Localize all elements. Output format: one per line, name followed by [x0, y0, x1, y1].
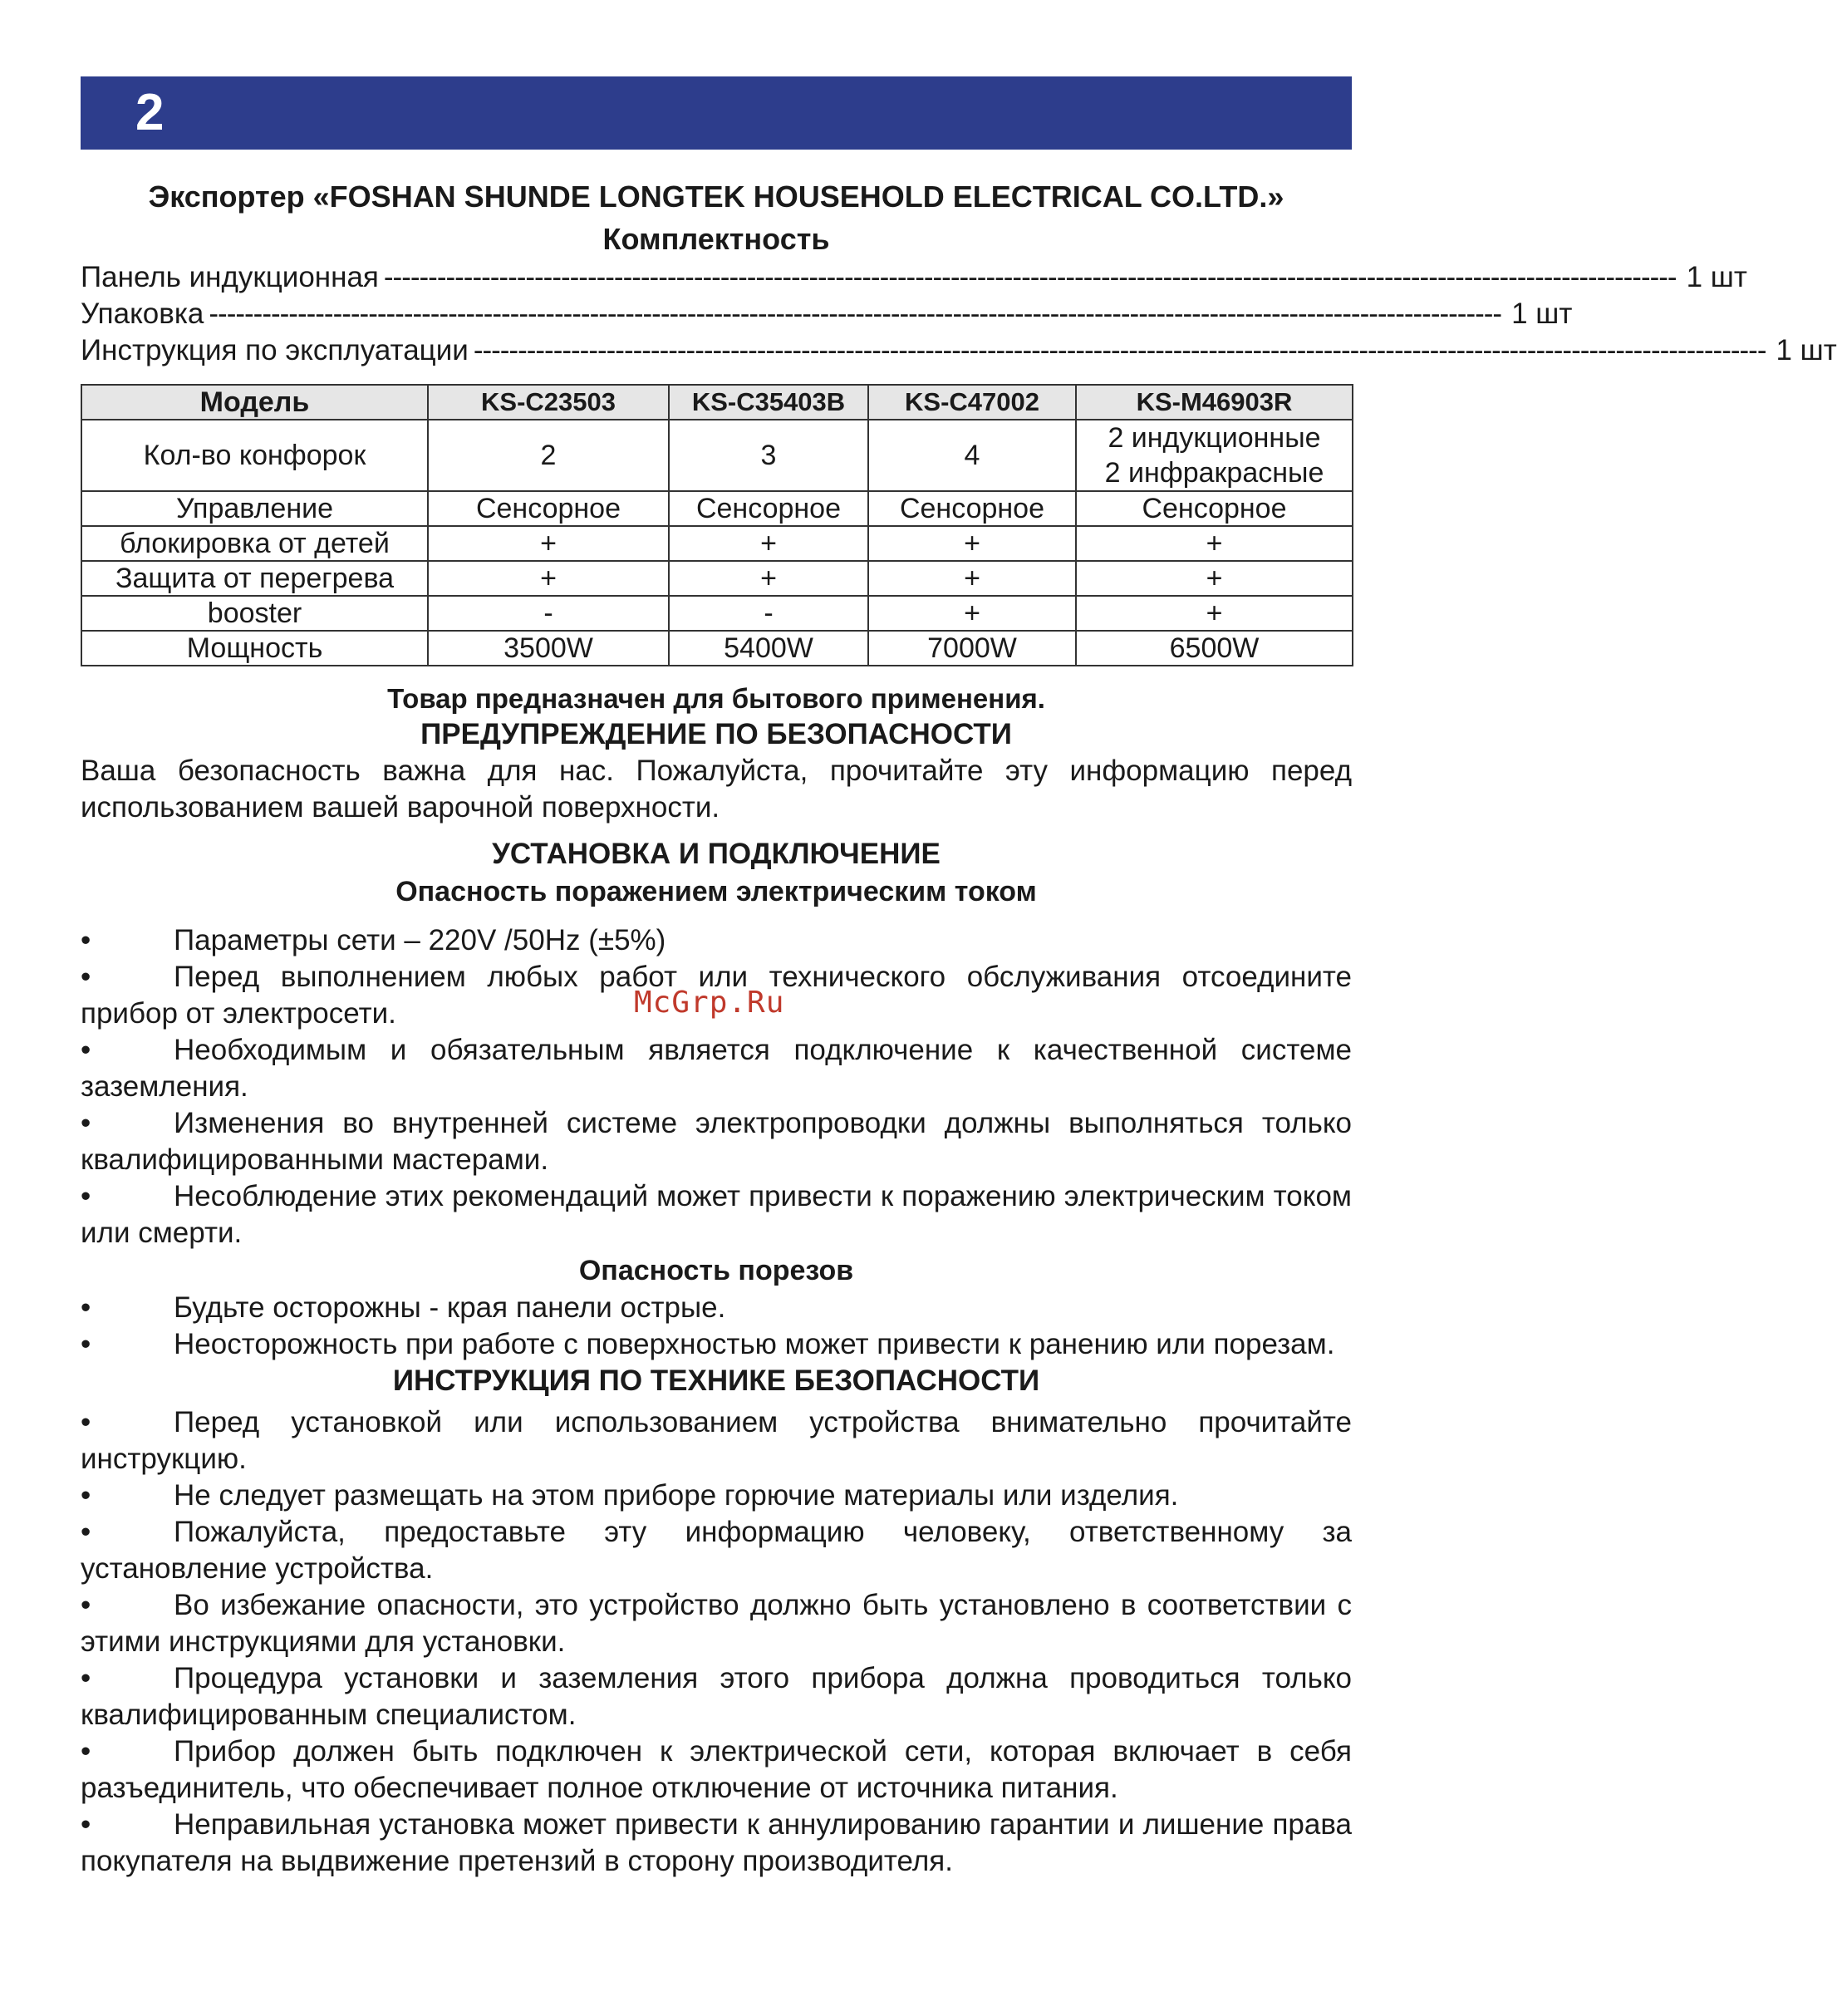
- safety-instructions-list: [81, 1404, 1352, 1880]
- list-item: • Во избежание опасности, это устройство должно быть установлено в соответствии с этими инструкциями для установки.: [81, 1589, 1352, 1658]
- kit-list: [81, 259, 1837, 369]
- list-item-text: Перед установкой или использованием устройства внимательно прочитайте инструкцию.: [81, 1406, 1352, 1475]
- list-item: • Перед выполнением любых работ или технического обслуживания отсоедините прибор от электросети.: [81, 961, 1352, 1030]
- spec-cell: 7000W: [868, 631, 1076, 666]
- kit-leader-dashes: --------------------------------------------------------------------------------------------------------------------------------------------------: [473, 334, 1766, 366]
- spec-cell: 5400W: [669, 631, 868, 666]
- list-item-text: Параметры сети – 220V /50Hz (±5%): [174, 924, 666, 956]
- spec-header-cell: Модель: [81, 385, 428, 420]
- kit-item-name: Упаковка: [81, 297, 204, 330]
- table-row: [81, 561, 1353, 596]
- list-item-text: Процедура установки и заземления этого прибора должна проводиться только квалифицированным специалистом.: [81, 1662, 1352, 1731]
- list-item-text: Будьте осторожны - края панели острые.: [174, 1291, 726, 1324]
- spec-cell: 3500W: [428, 631, 669, 666]
- list-item-text: Не следует размещать на этом приборе горючие материалы или изделия.: [174, 1479, 1179, 1512]
- spec-cell: +: [428, 526, 669, 561]
- page-header-bar: [81, 76, 1352, 150]
- spec-cell: +: [1076, 526, 1353, 561]
- list-item-text: Пожалуйста, предоставьте эту информацию человеку, ответственному за установление устройства.: [81, 1516, 1352, 1585]
- list-item: • Неправильная установка может привести к аннулированию гарантии и лишение права покупателя на выдвижение претензий в сторону производителя.: [81, 1808, 1352, 1877]
- spec-cell: -: [669, 596, 868, 631]
- list-item: • Не следует размещать на этом приборе горючие материалы или изделия.: [81, 1479, 1179, 1512]
- kit-item: [81, 332, 1837, 369]
- spec-cell: 2: [428, 420, 669, 491]
- list-item: • Неосторожность при работе с поверхностью может привести к ранению или порезам.: [81, 1328, 1335, 1360]
- kit-leader-dashes: --------------------------------------------------------------------------------------------------------------------------------------------------: [383, 261, 1677, 293]
- spec-cell: -: [428, 596, 669, 631]
- list-item: • Будьте осторожны - края панели острые.: [81, 1291, 726, 1324]
- spec-cell: 4: [868, 420, 1076, 491]
- list-item: • Перед установкой или использованием устройства внимательно прочитайте инструкцию.: [81, 1406, 1352, 1475]
- list-item: • Изменения во внутренней системе электропроводки должны выполняться только квалифицированными мастерами.: [81, 1107, 1352, 1176]
- cut-danger-list: [81, 1290, 1352, 1363]
- spec-cell: Сенсорное: [428, 491, 669, 526]
- spec-header-row: [81, 385, 1353, 420]
- spec-header-cell: KS-C23503: [428, 385, 669, 420]
- list-item: • Параметры сети – 220V /50Hz (±5%): [81, 924, 666, 956]
- kit-item-name: Панель индукционная: [81, 261, 379, 293]
- spec-cell: +: [428, 561, 669, 596]
- kit-leader-dashes: --------------------------------------------------------------------------------------------------------------------------------------------------: [209, 297, 1502, 330]
- list-item: • Пожалуйста, предоставьте эту информацию человеку, ответственному за установление устройства.: [81, 1516, 1352, 1585]
- exporter-line: Экспортер «FOSHAN SHUNDE LONGTEK HOUSEHOLD ELECTRICAL CO.LTD.»: [148, 179, 1284, 214]
- kit-item-qty: 1 шт: [1776, 334, 1837, 366]
- list-item: • Необходимым и обязательным является подключение к качественной системе заземления.: [81, 1034, 1352, 1103]
- list-item: • Прибор должен быть подключен к электрической сети, которая включает в себя разъединитель, что обеспечивает полное отключение от источника питания.: [81, 1735, 1352, 1804]
- spec-cell: +: [669, 561, 868, 596]
- spec-row-label: Управление: [81, 491, 428, 526]
- spec-cell: 6500W: [1076, 631, 1353, 666]
- table-row: [81, 526, 1353, 561]
- kit-item-name: Инструкция по эксплуатации: [81, 334, 469, 366]
- kit-item-qty: 1 шт: [1686, 261, 1747, 293]
- spec-header-cell: KS-C47002: [868, 385, 1076, 420]
- list-item-text: Необходимым и обязательным является подключение к качественной системе заземления.: [81, 1034, 1352, 1103]
- list-item: • Несоблюдение этих рекомендаций может привести к поражению электрическим током или смерти.: [81, 1180, 1352, 1249]
- list-item-text: Несоблюдение этих рекомендаций может привести к поражению электрическим током или смерти.: [81, 1180, 1352, 1249]
- spec-row-label: блокировка от детей: [81, 526, 428, 561]
- kit-title: Комплектность: [602, 222, 830, 256]
- spec-cell: 3: [669, 420, 868, 491]
- spec-cell: Сенсорное: [1076, 491, 1353, 526]
- list-item-text: Прибор должен быть подключен к электрической сети, которая включает в себя разъединитель, что обеспечивает полное отключение от источника питания.: [81, 1735, 1352, 1804]
- page-content: [81, 175, 1837, 1880]
- spec-header-cell: KS-M46903R: [1076, 385, 1353, 420]
- spec-row-label: Мощность: [81, 631, 428, 666]
- spec-cell: 2 индукционные 2 инфракрасные: [1076, 420, 1353, 491]
- list-item-text: Изменения во внутренней системе электропроводки должны выполняться только квалифицированными мастерами.: [81, 1107, 1352, 1176]
- spec-cell: Сенсорное: [868, 491, 1076, 526]
- table-row: [81, 631, 1353, 666]
- spec-cell: +: [868, 526, 1076, 561]
- spec-cell: +: [1076, 596, 1353, 631]
- spec-row-label: Защита от перегрева: [81, 561, 428, 596]
- shock-danger-list: [81, 922, 1352, 1251]
- table-row: [81, 491, 1353, 526]
- table-row: [81, 420, 1353, 491]
- spec-row-label: Кол-во конфорок: [81, 420, 428, 491]
- list-item-text: Неправильная установка может привести к аннулированию гарантии и лишение права покупателя на выдвижение претензий в сторону производителя.: [81, 1808, 1352, 1877]
- household-note: Товар предназначен для бытового применения.: [387, 683, 1045, 714]
- safety-warning-title: ПРЕДУПРЕЖДЕНИЕ ПО БЕЗОПАСНОСТИ: [420, 718, 1012, 750]
- spec-header-cell: KS-C35403B: [669, 385, 868, 420]
- spec-cell: Сенсорное: [669, 491, 868, 526]
- spec-cell: +: [1076, 561, 1353, 596]
- list-item: • Процедура установки и заземления этого прибора должна проводиться только квалифицированным специалистом.: [81, 1662, 1352, 1731]
- page-number: 2: [135, 84, 165, 141]
- list-item-text: Перед выполнением любых работ или технического обслуживания отсоедините прибор от электросети.: [81, 961, 1352, 1030]
- kit-item-qty: 1 шт: [1511, 297, 1573, 330]
- kit-item: [81, 296, 1573, 332]
- spec-cell: +: [868, 596, 1076, 631]
- kit-item: [81, 259, 1747, 296]
- shock-danger-title: Опасность поражением электрическим током: [395, 876, 1037, 907]
- safety-instructions-title: ИНСТРУКЦИЯ ПО ТЕХНИКЕ БЕЗОПАСНОСТИ: [392, 1364, 1040, 1397]
- watermark-text: McGrp.Ru: [634, 986, 785, 1020]
- list-item-text: Во избежание опасности, это устройство должно быть установлено в соответствии с этими инструкциями для установки.: [81, 1589, 1352, 1658]
- installation-title: УСТАНОВКА И ПОДКЛЮЧЕНИЕ: [492, 838, 941, 870]
- safety-warning-text: Ваша безопасность важна для нас. Пожалуйста, прочитайте эту информацию перед использованием вашей варочной поверхности.: [81, 755, 1352, 824]
- cut-danger-title: Опасность порезов: [578, 1255, 854, 1286]
- spec-cell: +: [868, 561, 1076, 596]
- spec-table: [81, 384, 1353, 666]
- table-row: [81, 596, 1353, 631]
- list-item-text: Неосторожность при работе с поверхностью может привести к ранению или порезам.: [174, 1328, 1335, 1360]
- spec-cell: +: [669, 526, 868, 561]
- spec-row-label: booster: [81, 596, 428, 631]
